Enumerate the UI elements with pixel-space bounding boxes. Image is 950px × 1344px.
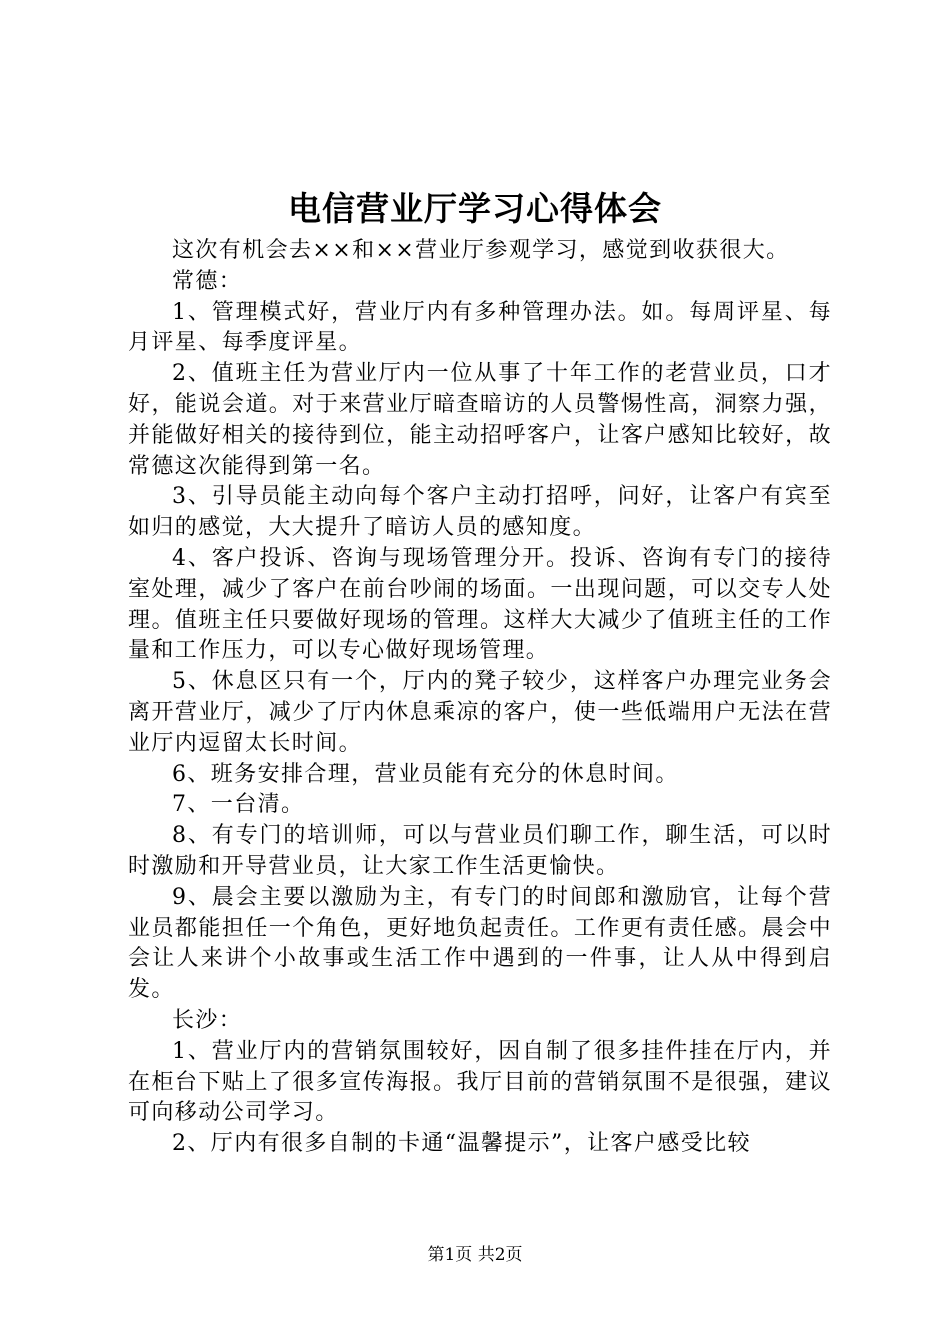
paragraph: 8、有专门的培训师，可以与营业员们聊工作，聊生活，可以时时激励和开导营业员，让大家工作生活更愉快。 <box>128 823 832 879</box>
paragraph: 4、客户投诉、咨询与现场管理分开。投诉、咨询有专门的接待室处理，减少了客户在前台吵闹的场面。一出现问题，可以交专人处理。值班主任只要做好现场的管理。这样大大减少了值班主任的工作量和工作压力，可以专心做好现场管理。 <box>128 545 832 664</box>
paragraph: 1、营业厅内的营销氛围较好，因自制了很多挂件挂在厅内，并在柜台下贴上了很多宣传海报。我厅目前的营销氛围不是很强，建议可向移动公司学习。 <box>128 1038 832 1126</box>
paragraph: 2、值班主任为营业厅内一位从事了十年工作的老营业员，口才好，能说会道。对于来营业厅暗查暗访的人员警惕性高，洞察力强，并能做好相关的接待到位，能主动招呼客户，让客户感知比较好，故常德这次能得到第一名。 <box>128 361 832 479</box>
paragraph: 6、班务安排合理，营业员能有充分的休息时间。 <box>172 761 679 787</box>
section-heading-changde: 常德： <box>172 268 243 294</box>
paragraph: 3、引导员能主动向每个客户主动打招呼，问好，让客户有宾至如归的感觉，大大提升了暗访人员的感知度。 <box>128 484 832 541</box>
document-body <box>128 236 832 1160</box>
paragraph: 2、厅内有很多自制的卡通“温馨提示”，让客户感受比较 <box>172 1131 751 1157</box>
paragraph: 1、管理模式好，营业厅内有多种管理办法。如。每周评星、每月评星、每季度评星。 <box>128 299 832 356</box>
paragraph: 这次有机会去××和××营业厅参观学习，感觉到收获很大。 <box>172 238 790 263</box>
document-title: 电信营业厅学习心得体会 <box>288 189 662 228</box>
paragraph: 5、休息区只有一个，厅内的凳子较少，这样客户办理完业务会离开营业厅，减少了厅内休息乘凉的客户，使一些低端用户无法在营业厅内逗留太长时间。 <box>128 669 832 756</box>
paragraph: 7、一台清。 <box>172 792 305 818</box>
page-footer: 第1页 共2页 <box>427 1245 523 1265</box>
section-heading-changsha: 长沙： <box>172 1007 243 1033</box>
paragraph: 9、晨会主要以激励为主，有专门的时间郎和激励官，让每个营业员都能担任一个角色，更好地负起责任。工作更有责任感。晨会中会让人来讲个小故事或生活工作中遇到的一件事，让人从中得到启发。 <box>128 884 832 1003</box>
